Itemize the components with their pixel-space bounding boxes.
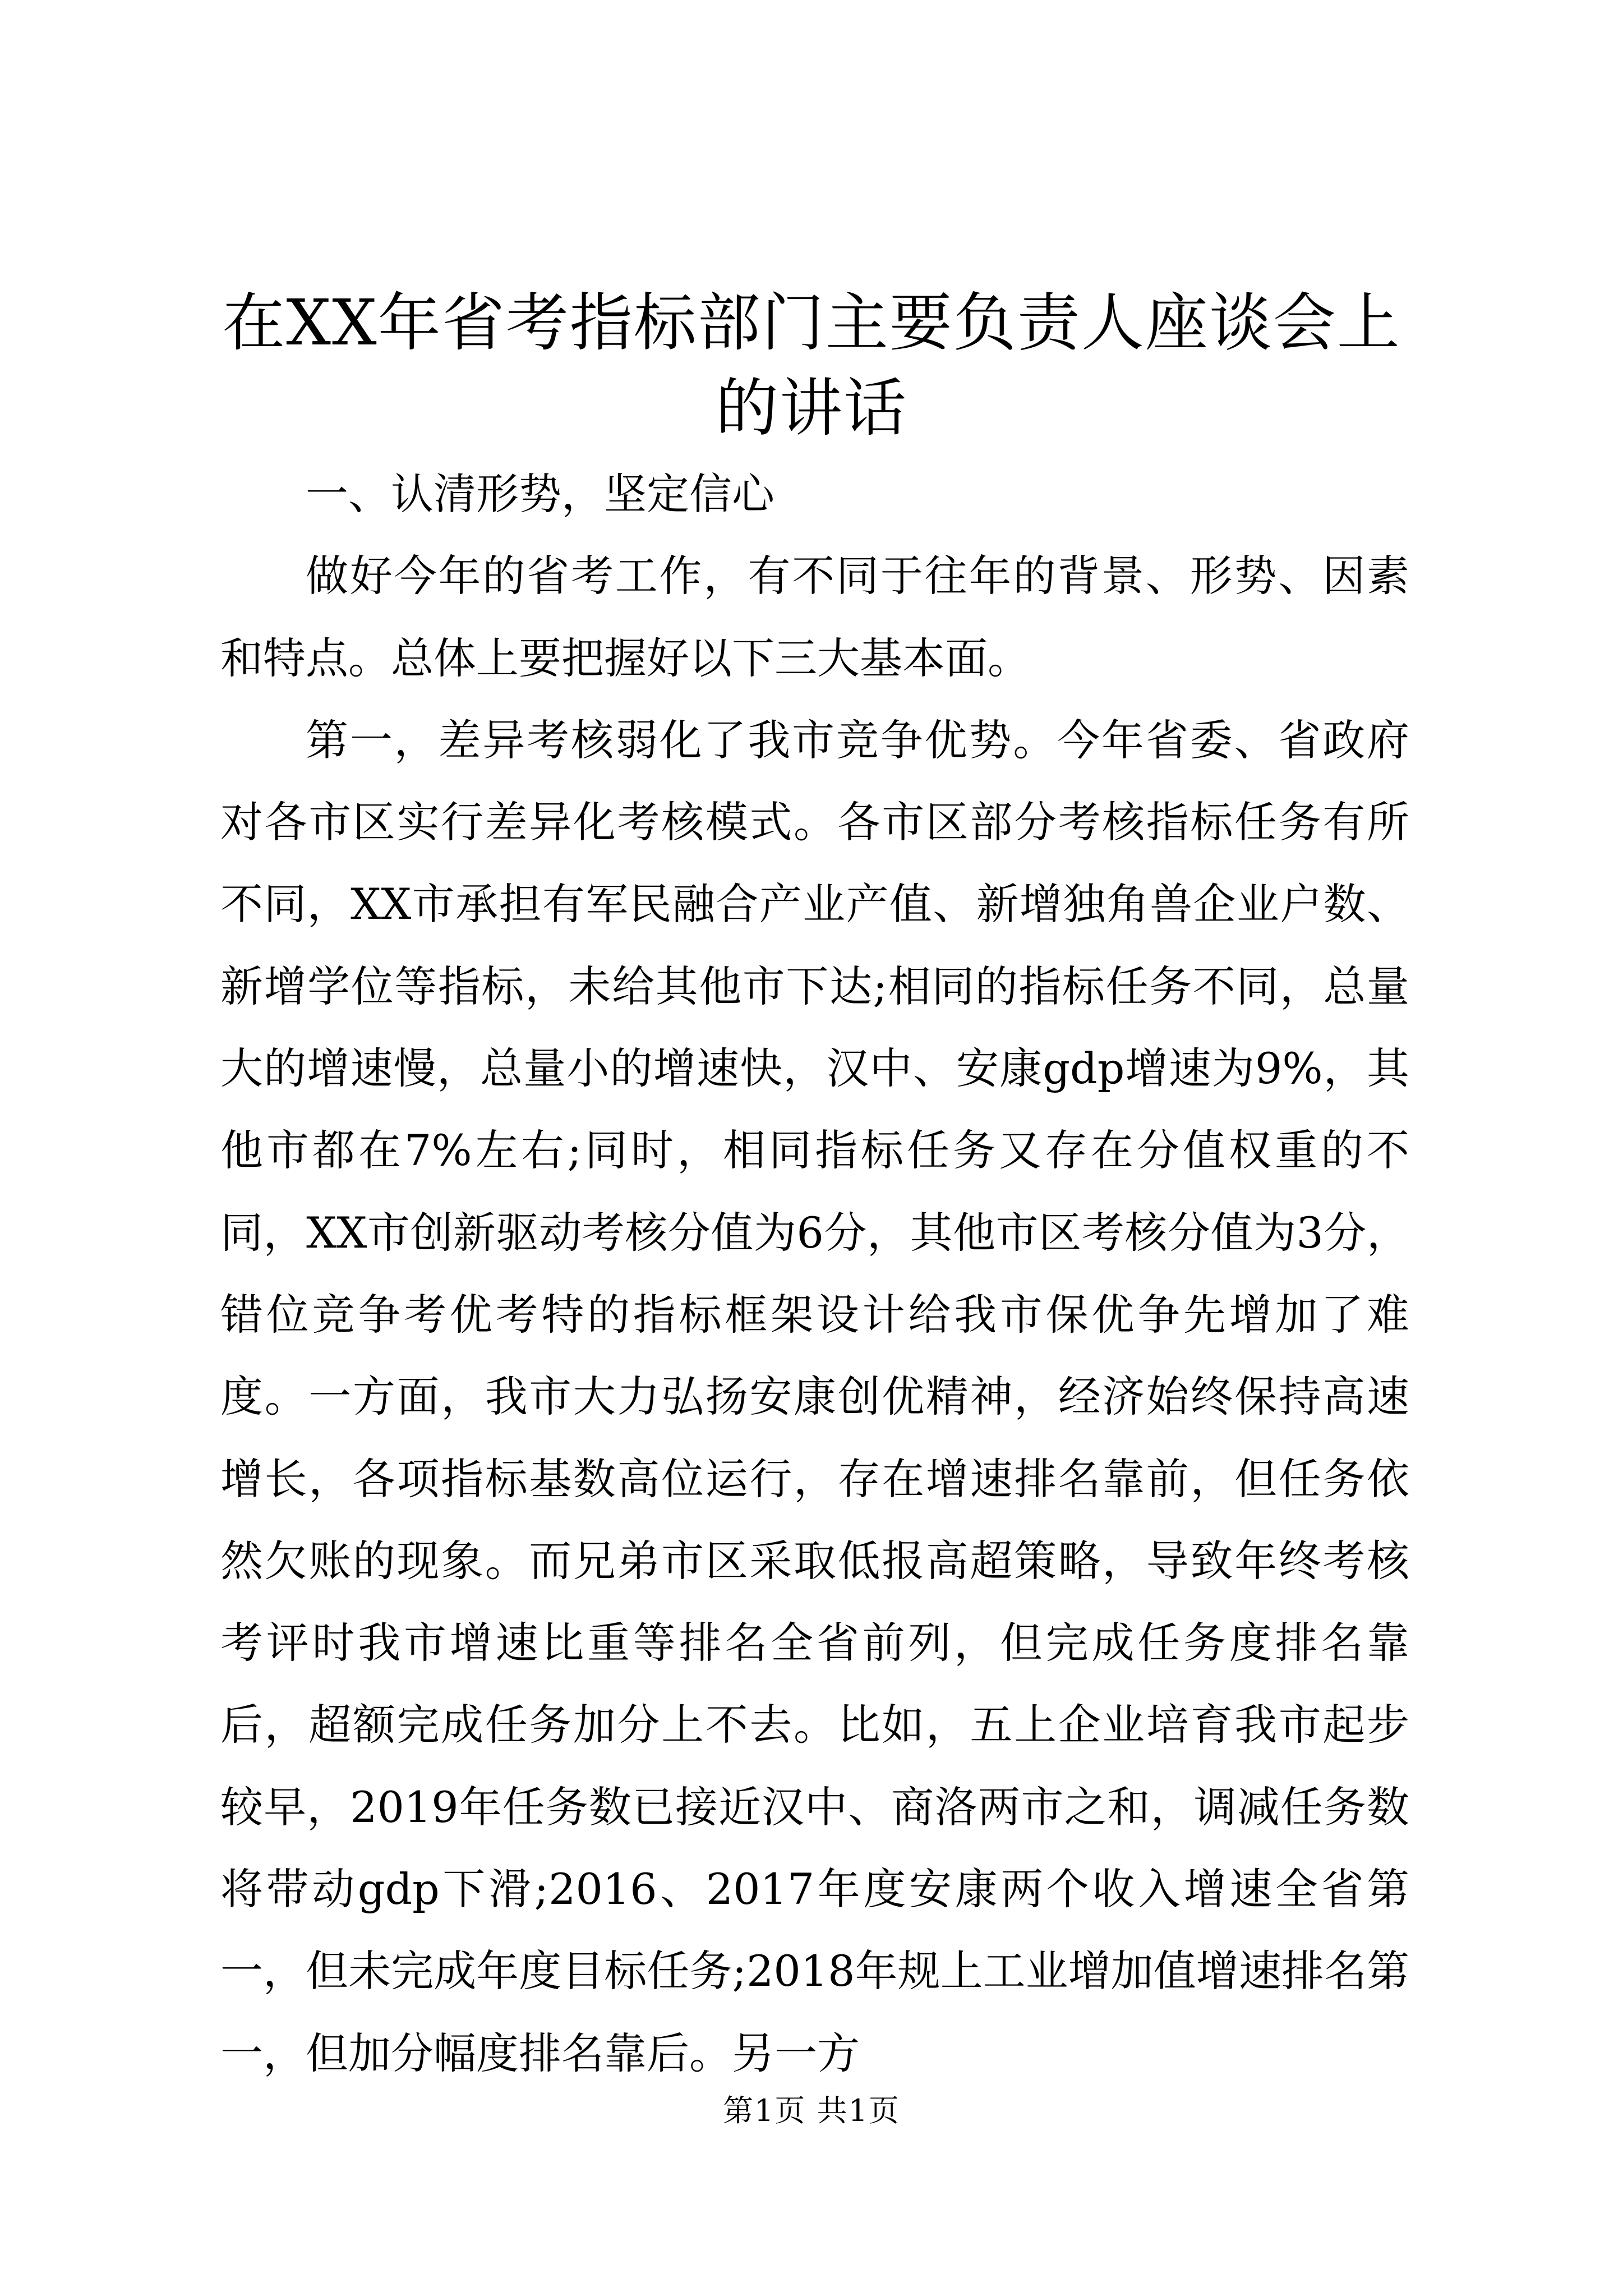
document-body <box>220 453 1409 2095</box>
section-heading: 一、认清形势，坚定信心 <box>306 469 774 519</box>
document-title: 在XX年省考指标部门主要负责人座谈会上的讲话 <box>222 287 1401 445</box>
page-footer: 第1页 共1页 <box>723 2093 900 2128</box>
paragraph-first-point: 第一，差异考核弱化了我市竞争优势。今年省委、省政府对各市区实行差异化考核模式。各市区部分考核指标任务有所不同，XX市承担有军民融合产业产值、新增独角兽企业户数、新增学位等指标，未给其他市下达;相同的指标任务不同，总量大的增速慢，总量小的增速快，汉中、安康gdp增速为9%，其他市都在7%左右;同时，相同指标任务又存在分值权重的不同，XX市创新驱动考核分值为6分，其他市区考核分值为3分，错位竞争考优考特的指标框架设计给我市保优争先增加了难度。一方面，我市大力弘扬安康创优精神，经济始终保持高速增长，各项指标基数高位运行，存在增速排名靠前，但任务依然欠账的现象。而兄弟市区采取低报高超策略，导致年终考核考评时我市增速比重等排名全省前列，但完成任务度排名靠后，超额完成任务加分上不去。比如，五上企业培育我市起步较早，2019年任务数已接近汉中、商洛两市之和，调减任务数将带动gdp下滑;2016、2017年度安康两个收入增速全省第一，但未完成年度目标任务;2018年规上工业增加值增速排名第一，但加分幅度排名靠后。另一方 <box>220 715 1409 2078</box>
paragraph-intro: 做好今年的省考工作，有不同于往年的背景、形势、因素和特点。总体上要把握好以下三大基本面。 <box>220 551 1409 683</box>
